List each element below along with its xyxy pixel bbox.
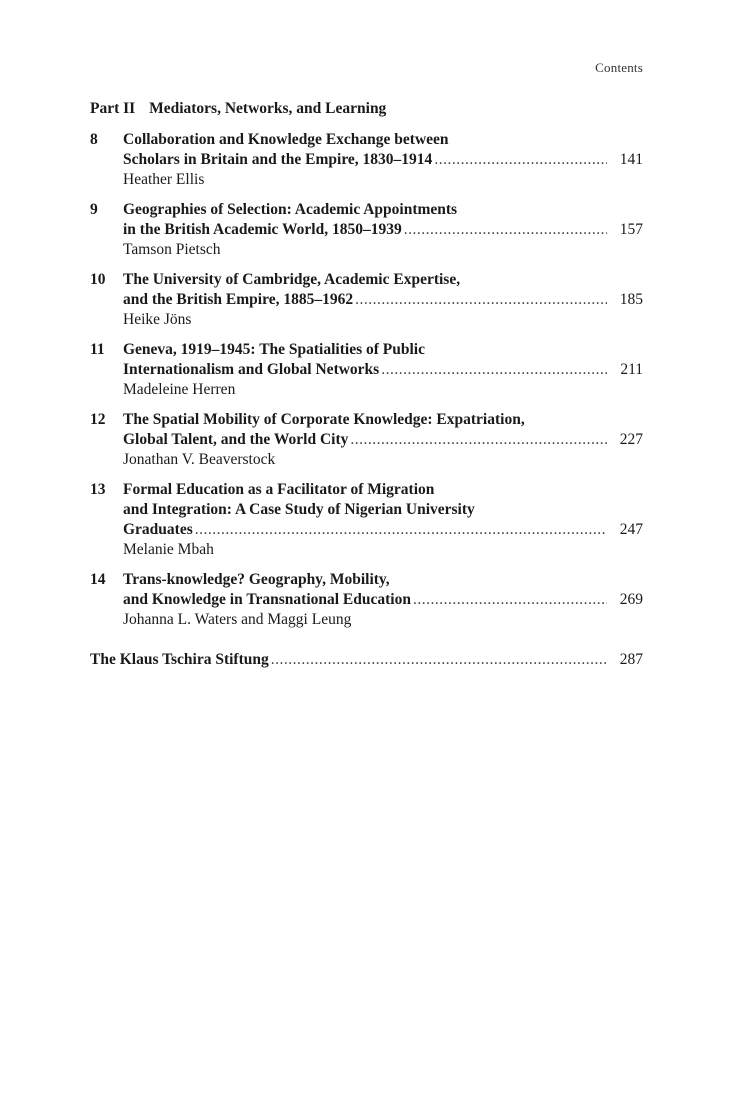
chapter-author: Heike Jöns xyxy=(123,311,192,328)
chapter-title-line: and Knowledge in Transnational Education xyxy=(123,591,411,608)
part-heading xyxy=(90,100,386,118)
toc-entry xyxy=(90,200,643,260)
chapter-number: 12 xyxy=(90,411,106,428)
chapter-title-line: Scholars in Britain and the Empire, 1830–1914 xyxy=(123,151,433,168)
toc-closing-entry xyxy=(90,650,643,670)
page-number: 227 xyxy=(619,431,643,448)
table-of-contents xyxy=(90,130,643,640)
chapter-title-line: and Integration: A Case Study of Nigerian University xyxy=(123,501,475,518)
dot-leader xyxy=(434,150,607,170)
chapter-number: 9 xyxy=(90,201,98,218)
chapter-author: Johanna L. Waters and Maggi Leung xyxy=(123,611,352,628)
chapter-number: 13 xyxy=(90,481,106,498)
chapter-number: 8 xyxy=(90,131,98,148)
toc-entry xyxy=(90,340,643,400)
page-number: 185 xyxy=(619,291,643,308)
chapter-title-line: Formal Education as a Facilitator of Migration xyxy=(123,481,435,498)
part-label: Part II xyxy=(90,100,136,117)
dot-leader xyxy=(404,220,607,240)
chapter-author: Heather Ellis xyxy=(123,171,205,188)
dot-leader xyxy=(355,290,607,310)
page-number: 141 xyxy=(619,151,643,168)
dot-leader xyxy=(195,520,607,540)
chapter-author: Madeleine Herren xyxy=(123,381,236,398)
page-number: 157 xyxy=(619,221,643,238)
dot-leader xyxy=(381,360,607,380)
chapter-title-line: in the British Academic World, 1850–1939 xyxy=(123,221,402,238)
toc-entry xyxy=(90,570,643,630)
toc-entry xyxy=(90,270,643,330)
chapter-number: 14 xyxy=(90,571,106,588)
chapter-title-line: Geneva, 1919–1945: The Spatialities of Public xyxy=(123,341,425,358)
page-number: 211 xyxy=(620,361,643,378)
dot-leader xyxy=(271,650,607,670)
chapter-title-line: Global Talent, and the World City xyxy=(123,431,349,448)
chapter-title-line: The Spatial Mobility of Corporate Knowledge: Expatriation, xyxy=(123,411,525,428)
dot-leader xyxy=(413,590,607,610)
chapter-title-line: Collaboration and Knowledge Exchange between xyxy=(123,131,449,148)
toc-entry xyxy=(90,130,643,190)
part-title: Mediators, Networks, and Learning xyxy=(149,100,387,117)
page-number: 247 xyxy=(619,521,643,538)
chapter-author: Tamson Pietsch xyxy=(123,241,221,258)
chapter-author: Melanie Mbah xyxy=(123,541,214,558)
running-header: Contents xyxy=(595,60,643,75)
chapter-title-line: and the British Empire, 1885–1962 xyxy=(123,291,354,308)
chapter-author: Jonathan V. Beaverstock xyxy=(123,451,276,468)
chapter-number: 11 xyxy=(90,341,105,358)
chapter-title-line: Graduates xyxy=(123,521,193,538)
dot-leader xyxy=(350,430,607,450)
toc-entry xyxy=(90,480,643,560)
page-number: 269 xyxy=(619,591,643,608)
chapter-title-line: The University of Cambridge, Academic Expertise, xyxy=(123,271,461,288)
closing-title: The Klaus Tschira Stiftung xyxy=(90,651,269,668)
chapter-title-line: Geographies of Selection: Academic Appointments xyxy=(123,201,458,218)
toc-entry xyxy=(90,410,643,470)
page-number: 287 xyxy=(619,651,643,668)
chapter-title-line: Trans-knowledge? Geography, Mobility, xyxy=(123,571,390,588)
chapter-number: 10 xyxy=(90,271,106,288)
chapter-title-line: Internationalism and Global Networks xyxy=(123,361,380,378)
